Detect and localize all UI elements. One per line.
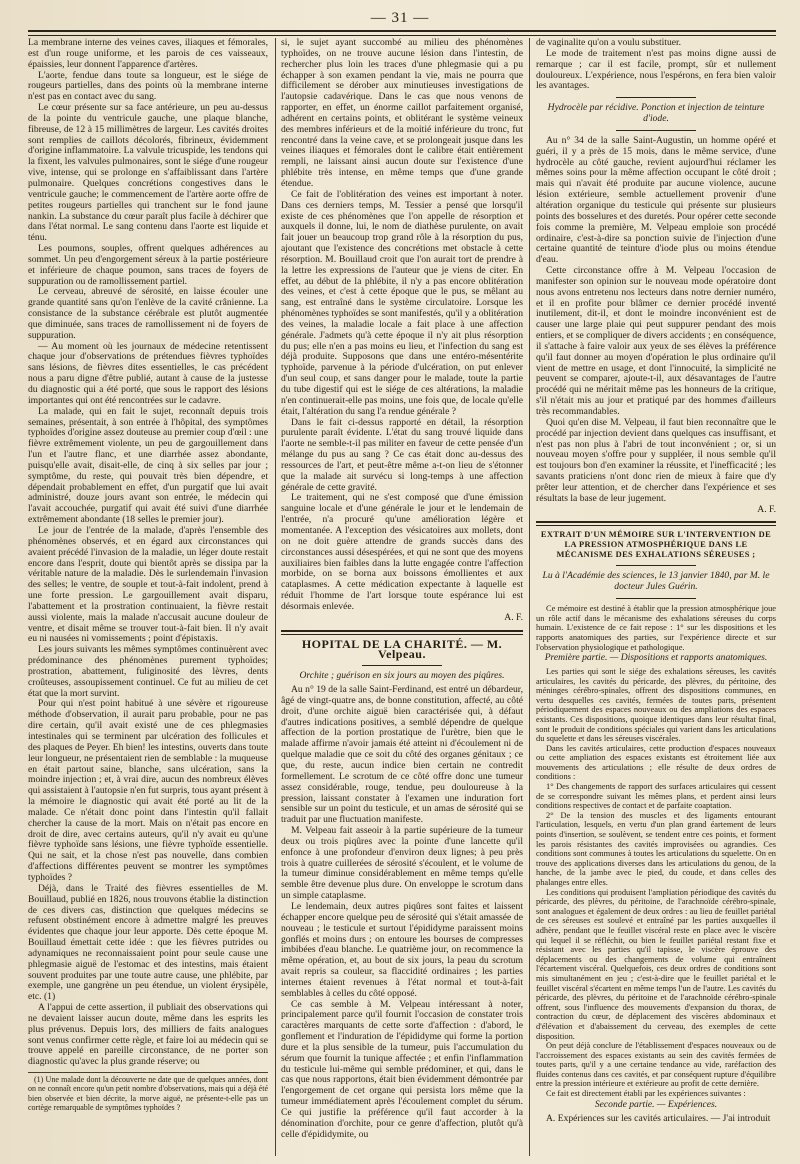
paragraph: Le mode de traitement n'est pas moins digne aussi de remarque ; car il est facile, prompt, sûr et nullement douloureux. L'expérience, nous l'espérons, en fera bien valoir les avantages. <box>536 47 776 92</box>
section-rule <box>536 521 776 526</box>
paragraph: 2° De la tension des muscles et des ligaments entourant l'articulation, lesquels, en vertu d'un plan grand éartement de leurs points d'insertion, se soulèvent, se tendent entre ces points, et forment les parois résistantes des cavités improvisées ou agrandies. Ces conditions sont communes à toutes les articulations du squelette. On en trouve des applications diverses dans les articulations du genou, de la hanche, de la jambe avec le pied, du coude, et dans celles des phalanges entre elles. <box>536 810 776 887</box>
paragraph: Les jours suivants les mêmes symptômes continuèrent avec prédominance des phénomènes purement typhoïdes; prostration, abattement, fuliginosité des lèvres, dents croûteuses, assoupissement continuel. Ce fut au milieu de cet état que la mort survint. <box>28 644 268 699</box>
short-rule <box>362 665 442 666</box>
column-divider-2 <box>529 38 530 1156</box>
page-number: — 31 — <box>370 10 430 26</box>
short-rule <box>616 130 696 131</box>
paragraph: La malade, qui en fait le sujet, reconnaît depuis trois semaines, présentait, à son entrée à l'hôpital, des symptômes typhoïdes d'origine assez douteuse au premier coup d'œil : une fièvre extrêmement violente, un peu de gargouillement dans l'un et l'autre flanc, et une diarrhée assez abondante, puisqu'elle avait, disait-elle, de cinq à six selles par jour ; symptôme, du reste, qui pouvait très bien dépendre, et dépendait probablement en effet, d'un purgatif que lui avait administré, douze jours avant son entrée, le médecin qui l'avait accouchée, purgatif qui avait été suivi d'une diarrhée extrêmement abondante (18 selles le premier jour). <box>28 405 268 526</box>
paragraph: Ce fait de l'oblitération des veines est important à noter. Dans ces derniers temps, M. Tessier a pensé que lorsqu'il existe de ces phénomènes que l'on appelle de résorption et auxquels il donne, lui, le nom de diathèse purulente, on avait fait jouer un beaucoup trop grand rôle à la résorption du pus, ajoutant que l'existence des concrétions met obstacle à cette résorption. M. Bouillaud croit que l'on aurait tort de prendre à la lettre les expressions de l'auteur que je viens de citer. En effet, au début de la phlébite, il n'y a pas encore oblitération des veines, et c'est à cette époque que le pus, se mêlant au sang, est entraîné dans le système circulatoire. Lorsque les phénomènes typhoïdes se sont manifestés, qu'il y a oblitération des veines, la maladie locale a fait place à une affection générale. J'admets qu'à cette époque il n'y ait plus résorption du pus; elle n'en a pas moins eu lieu, et l'infection du sang est déjà produite. Supposons que dans une entéro-mésentérite typhoïde, parvenue à la période d'ulcération, on put enlever d'un seul coup, et sans danger pour le malade, toute la partie du tube digestif qui est le siége de ces altérations, la maladie n'en continuerait-elle pas moins, une fois que, de locale qu'elle était, l'altération du sang l'a rendue générale ? <box>281 188 523 417</box>
short-rule <box>616 598 696 599</box>
paragraph: si, le sujet ayant succombé au milieu des phénomènes typhoïdes, on ne trouve aucune lésion dans l'intestin, de rechercher plus loin les traces d'une phlegmasie qui a pu échapper à son examen pendant la vie, mais ne pourra que difficilement se dérober aux minutieuses investigations de l'autopsie cadavérique. Dans le cas que nous venons de rapporter, en effet, un énorme caillot parfaitement organisé, adhérent en certains points, et oblitérant le système veineux des membres inférieurs et de la moitié inférieure du tronc, fut rencontré dans la veine cave, et se prolongeait jusque dans les veines iliaques et fémorales dont le calibre était entièrement rempli, ne laissant ainsi aucun doute sur l'existence d'une phlébite très intense, en même temps que d'une grande étendue. <box>281 38 523 189</box>
part-heading: Seconde partie. — Expériences. <box>594 1098 718 1110</box>
section-heading: EXTRAIT D'UN MÉMOIRE SUR L'INTERVENTION DE LA PRESSION ATMOSPHÉRIQUE DANS LE MÉCANISME DES EXHALATIONS SÉREUSES ; <box>540 530 772 560</box>
paragraph: Déjà, dans le Traité des fièvres essentielles de M. Bouillaud, publié en 1826, nous trouvons établie la distinction de ces divers cas, distinction que quelques médecins se refusent obstinément encore à admettre malgré les preuves évidentes que chaque jour leur apporte. Dès cette époque M. Bouillaud émettait cette idée : que les fièvres putrides ou adynamiques ne reconnaissaient point pour seule cause une phlegmasie aiguë de l'estomac et des intestins, mais étaient souvent produites par une toute autre cause, une phlébite, par exemple, une gangrène un peu étendue, un violent érysipèle, etc. (1) <box>28 882 268 1003</box>
paragraph: A l'appui de cette assertion, il publiait des observations qui ne devaient laisser aucun doute, même dans les esprits les plus prévenus. Depuis lors, des milliers de faits analogues sont venus confirmer cette règle, et faire loi au médecin qui se trouve appelé en pareille circonstance, de ne porter son diagnostic qu'avec la plus grande réserve; ou <box>28 1002 268 1068</box>
column-1 <box>28 38 268 1158</box>
paragraph: L'aorte, fendue dans toute sa longueur, est le siége de rougeurs partielles, dans des points où la membrane interne n'est pas en contact avec du sang. <box>28 69 268 103</box>
paragraph: Dans les cavités articulaires, cette production d'espaces nouveaux ou cette ampliation des espaces existants est étroitement liée aux mouvements des articulations ; elle résulte de deux ordres de conditions : <box>536 743 776 782</box>
paragraph: Quoi qu'en dise M. Velpeau, il faut bien reconnaître que le procédé par injection devient dans quelques cas insuffisant, et n'est pas non plus à l'abri de tout inconvénient ; or, si un nouveau moyen s'offre pour y suppléer, il nous semble qu'il est toujours bon d'en examiner la réussite, et l'inefficacité ; les savants praticiens n'ont donc rien de mieux à faire que d'y prêter leur attention, et de chercher dans l'expérience et ses résultats la base de leur jugement. <box>536 416 776 504</box>
paragraph: A. Expériences sur les cavités articulaires. — J'ai introduit <box>546 1112 771 1124</box>
column-3 <box>536 38 776 1158</box>
paragraph: M. Velpeau fait asseoir à la partie supérieure de la tumeur deux ou trois piqûres avec la pointe d'une lancette qu'il enfonce à une profondeur d'environ deux lignes; à peu près trois à quatre cuillerées de sérosité s'écoulent, et le volume de la tumeur diminue considérablement en même temps qu'elle semble être devenue plus dure. On enveloppe le scrotum dans un simple cataplasme. <box>281 825 523 902</box>
paragraph: Les poumons, souples, offrent quelques adhérences au sommet. Un peu d'engorgement séreux à la partie postérieure et inférieure de chaque poumon, sans traces de foyers de suppuration ou de ramollissement partiel. <box>28 243 268 287</box>
paragraph: Le jour de l'entrée de la malade, d'après l'ensemble des phénomènes observés, et en égard aux circonstances qui avaient précédé l'invasion de la maladie, un léger doute restait encore dans l'esprit, doute qui bientôt après se dissipa par la véritable nature de la maladie. Dès le surlendemain l'invasion des selles; le ventre, de souple et tout-à-fait indolent, prend à une forte pression. Le gargouillement avait disparu, l'abattement et la prostration continuaient, la fièvre restait aussi violente, mais la malade n'accusait aucune douleur de ventre, et disait même se trouver tout-à-fait bien. Il n'y avait eu ni nausées ni vomissements ; point d'épistaxis. <box>28 524 268 645</box>
paragraph: Le traitement, qui ne s'est composé que d'une émission sanguine locale et d'une générale le jour et le lendemain de l'entrée, n'a procuré qu'une amélioration légère et momentanée. A l'exception des vésicatoires aux mollets, dont on ne doit guère attendre de grands succès dans des circonstances aussi désespérées, et qui ne sont que des moyens auxiliaires bien faibles dans la lutte engagée contre l'affection morbide, on se borna aux boissons émollientes et aux cataplasmes. A cette médication expectante à laquelle est réduit l'homme de l'art lorsque toute espérance lui est désormais enlevée. <box>281 492 523 612</box>
short-rule <box>616 97 696 98</box>
paragraph: Dans le fait ci-dessus rapporté en détail, la résorption purulente paraît évidente. L'état du sang trouvé liquide dans l'aorte ne semble-t-il pas militer en faveur de cette pensée d'un mélange du pus au sang ? Ce cas était donc au-dessus des ressources de l'art, et peut-être même a-t-on lieu de s'étonner que la malade ait survécu si long-temps à une affection générale de cette gravité. <box>281 416 523 493</box>
paragraph: Cette circonstance offre à M. Velpeau l'occasion de manifester son opinion sur le nouveau mode opératoire dont nous avons entretenu nos lecteurs dans notre dernier numéro, et il en profite pour blâmer ce dernier procédé inventé inutilement, dit-il, et dont le moindre inconvénient est de causer une large plaie qui peut suppurer pendant des mois entiers, et se compliquer de divers accidents ; en conséquence, il s'attache à faire valoir aux yeux de ses élèves la préférence qu'il faut donner au moyen d'opération le plus ordinaire qu'il vient de mettre en usage, et dont l'innocuité, la simplicité ne peuvent se comparer, ajoute-t-il, aux désavantages de l'autre procédé qui ne méritait même pas les honneurs de la critique, s'il n'était mis au jour et pratiqué par des hommes d'ailleurs très recommandables. <box>536 265 776 417</box>
paragraph: On peut déjà conclure de l'établissement d'espaces nouveaux ou de l'accroissement des espaces existants au sein des cavités fermées de toutes parts, qu'il y a une certaine tendance au vide, raréfaction des fluides contenus dans ces cavités, et par conséquent rupture d'équilibre entre la pression intérieure et extérieure au profit de cette dernière. <box>536 1041 776 1089</box>
paragraph: de vaginalite qu'on a voulu substituer. <box>536 38 682 48</box>
signature: A. F. <box>757 503 776 515</box>
paragraph: Les parties qui sont le siége des exhalations séreuses, les cavités articulaires, les cavités du péricarde, des plèvres, du péritoine, des méninges cérébro-spinales, offrent des dispositions communes, en vertu desquelles ces cavités, fermées de toutes parts, présentent périodiquement des espaces nouveaux ou des ampliations des espaces existants. Ces dispositions, quoique identiques dans leur résultat final, sont le produit de conditions spéciales qui varient dans les articulations du squelette et dans les séreuses viscérales. <box>536 666 776 744</box>
part-heading: Première partie. — Dispositions et rapports anatomiques. <box>544 652 768 664</box>
article-subheading: Orchite ; guérison en six jours au moyen des piqûres. <box>299 670 505 682</box>
paragraph: 1° Des changements de rapport des surfaces articulaires qui cessent de se correspondre suivant les mêmes plans, et perdent ainsi leurs conditions respectives de contact et de parfaite coaptation. <box>536 782 776 811</box>
paragraph: Les conditions qui produisent l'ampliation périodique des cavités du péricarde, des plèvres, du péritoine, de l'arachnoïde cérébro-spinale, sont analogues et également de deux ordres : au lieu de feuillet pariétal de ces séreuses est soulevé et entraîné par les parties auxquelles il adhère, pendant que le feuillet viscéral reste en place avec le viscère qui lequel il se réfléchit, ou bien le feuillet pariétal restant fixe et résistant avec les parties qu'il tapisse, le viscère éprouve des déplacements ou des changements de volume qui entraînent l'écartement viscéral. Quelquefois, ces deux ordres de conditions sont mis simultanément en jeu ; c'est-à-dire que le feuillet pariétal et le feuillet viscéral s'écartent en même temps l'un de l'autre. Les cavités du péricarde, des plèvres, du péritoine et de l'arachnoïde cérébro-spinale offrent, sous l'influence des mouvements d'expansion du thorax, de contraction du cœur, de déplacement des viscères abdominaux et d'élévation et d'abaissement du cerveau, des exemples de cette disposition. <box>536 887 776 1041</box>
paragraph: Le cerveau, abreuvé de sérosité, en laisse écouler une grande quantité sans qu'on l'enlève de la cavité crânienne. La consistance de la substance cérébrale est plutôt augmentée que diminuée, sans traces de ramollissement ni de foyers de suppuration. <box>28 286 268 341</box>
article-subheading: Hydrocèle par récidive. Ponction et injection de teinture d'iode. <box>547 102 765 125</box>
signature: A. F. <box>504 611 523 623</box>
paragraph: Le cœur présente sur sa face antérieure, un peu au-dessus de la pointe du ventricule gauche, une plaque blanche, fibreuse, de 12 à 15 millimètres de largeur. Les cavités droites sont remplies de caillots décolorés, fibrineux, évidemment d'origine inflammatoire. La valvule tricuspide, les tendons qui la fixent, les valvules pulmonaires, sont le siége d'une rougeur vive, intense, qui se prolonge en s'affaiblissant dans l'artère pulmonaire. Quelques concrétions congestives dans le ventricule gauche; le commencement de l'artère aorte offre de petites rougeurs partielles qui tranchent sur le fond jaune nankin. La substance du cœur paraît plus facile à déchirer que dans l'état normal. Le sang contenu dans l'aorte est liquide et ténu. <box>28 102 268 244</box>
paragraph: Pour qui n'est point habitué à une sévère et rigoureuse méthode d'observation, il aurait paru probable, pour ne pas dire certain, qu'il avait existé une de ces phlegmasies intestinales qui se terminent par ulcération des follicules et des plaques de Peyer. Eh bien! les intestins, ouverts dans toute leur longueur, ne présentaient rien de semblable : la muqueuse en était partout saine, blanche, sans ulcération, sans la moindre injection ; et, à vrai dire, aucun des nombreux élèves qui assistaient à l'autopsie n'en fut surpris, tous ayant présent à la mémoire le diagnostic qui avait été porté au lit de la malade. Ce n'était donc point dans l'intestin qu'il fallait chercher la cause de la mort. Mais on n'était pas encore en droit de dire, avec certains auteurs, qu'il n'y avait eu qu'une fièvre typhoïde sans lésions, une fièvre typhoïde essentielle. Qui ne sait, et la chose n'est pas nouvelle, dans combien d'affections différentes peuvent se montrer les symptômes typhoïdes ? <box>28 698 268 883</box>
paragraph: Au n° 34 de la salle Saint-Augustin, un homme opéré et guéri, il y a près de 15 mois, dans le même service, d'une hydrocèle au côté gauche, revient aujourd'hui réclamer les mêmes soins pour la même affection occupant le côté droit ; mais qui n'avait été produite par aucune violence, aucune lésion extérieure, semble actuellement provenir d'une altération organique du testicule qui présente sur plusieurs points des bosselures et des duretés. Pour opérer cette seconde fois comme la première, M. Velpeau emploie son procédé ordinaire, c'est-à-dire sa ponction suivie de l'injection d'une certaine quantité de teinture d'iode plus ou moins étendue d'eau. <box>536 134 776 266</box>
paragraph: Ce cas semble à M. Velpeau intéressant à noter, principalement parce qu'il fournit l'occasion de constater trois caractères marquants de cette sorte d'affection : d'abord, le gonflement et l'induration de l'épididyme qui forme la portion dure et la plus sensible de la tumeur, puis l'accumulation du sérum que fournit la tunique affectée ; et enfin l'inflammation du testicule lui-même qui semble prédominer, et qui, dans le cas que nous rapportons, était bien évidemment démontrée par l'engorgement de cet organe qui persista lors même que la tumeur immédiatement après l'écoulement complet du sérum. Ce qui justifie la préférence qu'il faut accorder à la dénomination d'orchite, pour ce genre d'affection, plutôt qu'à celle d'épididymite, ou <box>281 998 523 1140</box>
paragraph: Le lendemain, deux autres piqûres sont faites et laissent échapper encore quelque peu de sérosité qui s'était amassée de nouveau ; le testicule et surtout l'épididyme paraissent moins gonflés et moins durs ; on entoure les bourses de compresses imbibées d'eau blanche. Le quatrième jour, on recommence la même opération, et, au bout de six jours, la peau du scrotum avait repris sa couleur, sa flaccidité ordinaires ; les parties internes étaient revenues à l'état normal et tout-à-fait semblables à celles du côté opposé. <box>281 900 523 999</box>
column-2 <box>281 38 523 1158</box>
paragraph: Ce mémoire est destiné à établir que la pression atmosphérique joue un rôle actif dans le mécanisme des exhalations séreuses du corps humain. L'existence de ce fait repose : 1° sur les dispositions et les rapports anatomiques des parties, sur l'expérience directe et sur l'observation physiologique et pathologique. <box>536 604 776 652</box>
article-subheading: Lu à l'Académie des sciences, le 13 janvier 1840, par M. le docteur Jules Guérin. <box>542 570 770 593</box>
paragraph: La membrane interne des veines caves, iliaques et fémorales, est d'un rouge uniforme, et les parois de ces vaisseaux, épaissies, leur donnent l'apparence d'artères. <box>28 38 268 70</box>
footnote: (1) Une malade dont la découverte ne date que de quelques années, dont on ne connaît encore qu'un petit nombre d'observations, mais qui a déjà été bien observée et bien décrite, la morve aiguë, ne présente-t-elle pas un cortège remarquable de symptômes typhoïdes ? <box>28 1072 268 1112</box>
paragraph: Ce fait est directement établi par les expériences suivantes : <box>546 1089 746 1099</box>
section-heading: HOPITAL DE LA CHARITÉ. — M. Velpeau. <box>301 636 503 662</box>
paragraph: Au n° 19 de la salle Saint-Ferdinand, est entré un débardeur, âgé de vingt-quatre ans, de bonne constitution, affecté, au côté droit, d'une orchite aiguë bien caractérisée qui, à défaut d'autres indications positives, a semblé dépendre de quelque affection de la portion prostatique de l'urètre, bien que le malade affirme n'avoir jamais été atteint ni d'écoulement ni de quelque maladie que ce soit du côté des organes génitaux ; ce que, du reste, aucun indice bien certain ne contredit formellement. Le scrotum de ce côté offre donc une tumeur assez considérable, rouge, tendue, peu douloureuse à la pression, laissant constater à l'examen une induration fort sensible sur un point du testicule, et un amas de sérosité qui se traduit par une fluctuation manifeste. <box>281 684 523 826</box>
short-rule <box>616 565 696 566</box>
column-divider-1 <box>275 38 276 1156</box>
paragraph: — Au moment où les journaux de médecine retentissent chaque jour d'observations de prétendues fièvres typhoïdes sans lésions, de fièvres dites essentielles, le cas précédent nous a paru digne d'être publié, autant à cause de la justesse du diagnostic qui a été porté, que sous le rapport des lésions importantes qui ont été rencontrées sur le cadavre. <box>28 340 268 406</box>
section-rule <box>281 630 523 635</box>
top-rule <box>28 30 776 36</box>
